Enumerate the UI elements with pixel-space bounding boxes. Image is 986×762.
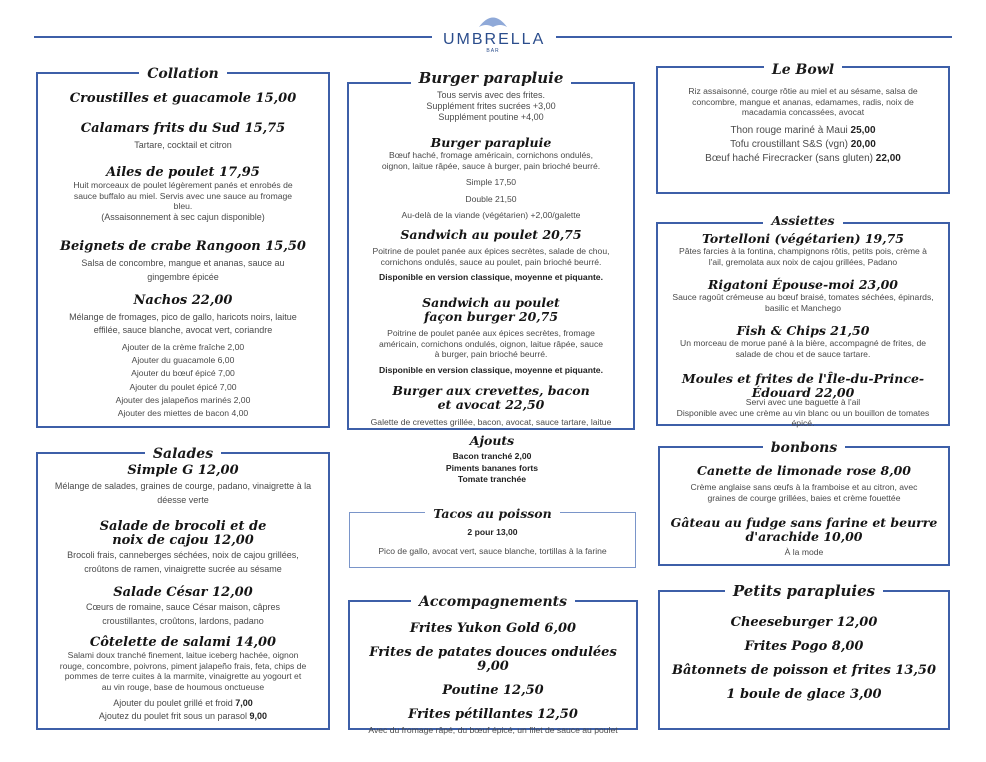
header-rule-left — [34, 36, 432, 38]
item-price: Double 21,50 — [465, 193, 517, 204]
item-name: d'arachide 10,00 — [745, 529, 863, 544]
item-name: Burger parapluie — [430, 135, 552, 150]
item-name: Frites Yukon Gold 6,00 — [409, 621, 577, 636]
item-name: Canette de limonade rose 8,00 — [697, 463, 911, 478]
item-name: Moules et frites de l'Île-du-Prince- — [681, 371, 925, 386]
section-title: Tacos au poisson — [350, 503, 635, 523]
item-desc: Poitrine de poulet panée aux épices secrètes, fromage — [387, 328, 595, 338]
item-addon: Ajouter du poulet épicé 7,00 — [129, 381, 237, 392]
item-price: Au-delà de la viande (végétarien) +2,00/galette — [401, 210, 581, 220]
section-burger — [347, 69, 635, 430]
section-title: Collation — [38, 63, 328, 83]
item-addon: Ajouter du bœuf épicé 7,00 — [131, 368, 235, 379]
section-title: Burger parapluie — [349, 68, 633, 88]
item-name: 1 boule de glace 3,00 — [726, 687, 882, 702]
item-desc: macadamia concassées, avocat — [741, 107, 865, 117]
brand-name: UMBRELLA — [443, 31, 546, 48]
item-desc: Sauce ragoût crémeuse au bœuf braisé, tomates séchées, épinards, — [672, 292, 934, 302]
item-desc: Cœurs de romaine, sauce César maison, câpres — [85, 602, 281, 612]
item-name: Salade de brocoli et de — [99, 519, 267, 534]
item-desc: Crème anglaise sans œufs à la framboise et au citron, avec — [690, 482, 918, 492]
section-collation — [36, 66, 330, 428]
item-name: Calamars frits du Sud 15,75 — [80, 121, 286, 136]
section-ajouts — [400, 434, 584, 485]
item-desc: Poitrine de poulet panée aux épices secrètes, salade de chou, — [372, 246, 610, 256]
item-name: Simple G 12,00 — [127, 463, 239, 478]
item-addon: Ajouter de la crème fraîche 2,00 — [121, 342, 245, 352]
intro-line: Supplément frites sucrées +3,00 — [426, 101, 556, 111]
section-title: Ajouts — [469, 433, 515, 448]
item-name: Édouard 22,00 — [751, 385, 855, 400]
item-addon: Ajouter du poulet grillé et froid 7,00 — [113, 698, 253, 708]
item-desc: basilic et Manchego — [765, 302, 841, 313]
item-name: Côtelette de salami 14,00 — [89, 635, 277, 650]
bowl-option: Thon rouge mariné à Maui 25,00 — [730, 124, 876, 136]
item-desc: Brocoli frais, canneberges séchées, noix de cajou grillées, — [67, 550, 299, 560]
item-desc: Bœuf haché, fromage américain, cornichons ondulés, — [389, 150, 593, 160]
item-desc: Tartare, cocktail et citron — [134, 140, 232, 150]
item-desc: Mélange de salades, graines de courge, padano, vinaigrette à la — [54, 481, 312, 491]
item-addon: Ajouter du guacamole 6,00 — [131, 355, 235, 366]
item-desc: croustillantes, croûtons, lardons, padano — [102, 616, 264, 626]
section-title: Assiettes — [658, 210, 948, 230]
item-desc: Pico de gallo, avocat vert, sauce blanche, tortillas à la farine — [378, 545, 607, 556]
item-note: Disponible en version classique, moyenne et piquante. — [379, 272, 603, 282]
item-name: Sandwich au poulet — [422, 295, 560, 310]
intro-line: Supplément poutine +4,00 — [438, 112, 544, 122]
bowl-option: Bœuf haché Firecracker (sans gluten) 22,00 — [705, 152, 901, 164]
item-desc: Salsa de concombre, mangue et ananas, sauce au — [81, 258, 285, 268]
item-desc: rouge, concombre, poivrons, piment jalapeño frais, feta, chips de — [59, 660, 307, 671]
item-desc: À la mode — [784, 547, 824, 557]
item-note: Disponible en version classique, moyenne et piquante. — [379, 364, 603, 375]
item-name: Ailes de poulet 17,95 — [106, 165, 260, 180]
section-title: Accompagnements — [350, 591, 636, 611]
ajout-item: Bacon tranché 2,00 — [452, 451, 532, 461]
item-name: façon burger 20,75 — [423, 309, 559, 324]
section-accompagnements — [348, 594, 638, 735]
item-name: Burger aux crevettes, bacon — [392, 383, 590, 398]
item-desc: Galette de crevettes grillée, bacon, avocat, sauce tartare, laitue — [370, 417, 612, 427]
item-desc: Servi avec une baguette à l'ail — [745, 397, 861, 407]
item-name: Fish & Chips 21,50 — [736, 323, 870, 338]
bowl-option: Tofu croustillant S&S (vgn) 20,00 — [730, 138, 876, 150]
item-desc: (Assaisonnement à sec cajun disponible) — [101, 211, 265, 222]
item-desc: Un morceau de morue pané à la bière, accompagné de frites, de — [679, 338, 927, 348]
section-salades — [36, 446, 330, 730]
item-desc: Disponible avec une crème au vin blanc ou un bouillon de tomates épicé. — [676, 407, 930, 428]
section-title: Petits parapluies — [660, 581, 948, 601]
item-name: Poutine 12,50 — [442, 683, 544, 698]
item-name: Sandwich au poulet 20,75 — [400, 227, 582, 242]
item-addon: Ajouter des miettes de bacon 4,00 — [117, 408, 249, 419]
item-desc: croûtons de ramen, vinaigrette sucrée au sésame — [84, 564, 282, 574]
item-name: Bâtonnets de poisson et frites 13,50 — [672, 663, 936, 678]
item-name: et avocat 22,50 — [437, 397, 545, 412]
ajout-item: Piments bananes forts — [445, 462, 539, 473]
item-desc: cornichons ondulés, sauce au poulet, pain brioché beurré. — [380, 256, 602, 267]
item-name: Frites de patates douces ondulées 9,00 — [369, 645, 617, 674]
header-rule-right — [556, 36, 952, 38]
section-title: Le Bowl — [658, 59, 948, 79]
section-title: bonbons — [660, 437, 948, 457]
item-name: Salade César 12,00 — [113, 585, 253, 600]
ajout-item: Tomate tranchée — [457, 474, 527, 484]
item-name: Beignets de crabe Rangoon 15,50 — [60, 239, 306, 254]
item-name: Cheeseburger 12,00 — [730, 615, 878, 630]
item-desc: Pâtes farcies à la fontina, champignons rôtis, petits pois, crème à — [679, 246, 927, 256]
section-tacos — [349, 506, 636, 568]
item-desc: sauce buffalo au miel. Servis avec une sauce au fromage — [73, 190, 293, 201]
item-desc: bleu. — [173, 201, 193, 211]
item-name: Croustilles et guacamole 15,00 — [69, 91, 297, 106]
section-bonbons — [658, 440, 950, 566]
item-desc: Huit morceaux de poulet légèrement panés et enrobés de — [73, 180, 293, 190]
item-desc: à burger, pain brioché beurré. — [434, 349, 548, 359]
item-desc: effilée, sauce blanche, avocat vert, coriandre — [93, 325, 273, 335]
item-desc: oignon, laitue râpée, sauce à burger, pain brioché beurré. — [381, 160, 601, 171]
item-name: Tortelloni (végétarien) 19,75 — [701, 231, 905, 246]
item-name: noix de cajou 12,00 — [112, 533, 254, 548]
item-desc: Salami doux tranché finement, laitue iceberg hachée, oignon — [67, 650, 299, 660]
section-petits-parapluies — [658, 582, 950, 730]
item-desc: graines de courge grillées, baies et crème fouettée — [707, 492, 901, 503]
section-title: Salades — [38, 443, 328, 463]
item-addon: Ajouter des jalapeños marinés 2,00 — [115, 394, 251, 405]
item-desc: Avec du fromage râpé, du bœuf épicé, un filet de sauce au poulet — [368, 725, 618, 735]
item-addon: Ajoutez du poulet frit sous un parasol 9,00 — [98, 711, 268, 721]
brand-logo — [443, 12, 546, 56]
item-name: Frites Pogo 8,00 — [744, 639, 864, 654]
item-price: Simple 17,50 — [465, 177, 517, 187]
item-name: Gâteau au fudge sans farine et beurre — [670, 515, 938, 530]
item-desc: l'ail, gremolata aux noix de cajou grillées, Padano — [708, 256, 898, 267]
item-price: 2 pour 13,00 — [467, 527, 518, 537]
item-desc: concombre, mangue et ananas, edamames, radis, noix de — [692, 96, 914, 107]
item-desc: salade de chou et de sauce tartare. — [735, 348, 871, 359]
item-desc: au vin rouge, base de houmous onctueuse — [101, 681, 265, 692]
item-desc: Mélange de fromages, pico de gallo, haricots noirs, laitue — [69, 312, 297, 322]
item-name: Rigatoni Épouse-moi 23,00 — [708, 277, 898, 292]
item-desc: déesse verte — [157, 495, 209, 505]
item-desc: américain, cornichons ondulés, oignon, laitue râpée, sauce — [378, 338, 604, 349]
umbrella-icon — [478, 12, 508, 28]
section-bowl — [656, 62, 950, 194]
intro-line: Tous servis avec des frites. — [436, 90, 546, 100]
brand-sub: BAR — [486, 48, 500, 54]
item-desc: Riz assaisonné, courge rôtie au miel et au sésame, salsa de — [688, 86, 918, 96]
item-desc: gingembre épicée — [147, 272, 219, 282]
section-assiettes — [656, 213, 950, 428]
item-name: Frites pétillantes 12,50 — [408, 707, 578, 722]
item-name: Nachos 22,00 — [133, 293, 233, 308]
item-desc: pommes de terre cuites à la marmite, vinaigrette au yogourt et — [64, 671, 302, 681]
